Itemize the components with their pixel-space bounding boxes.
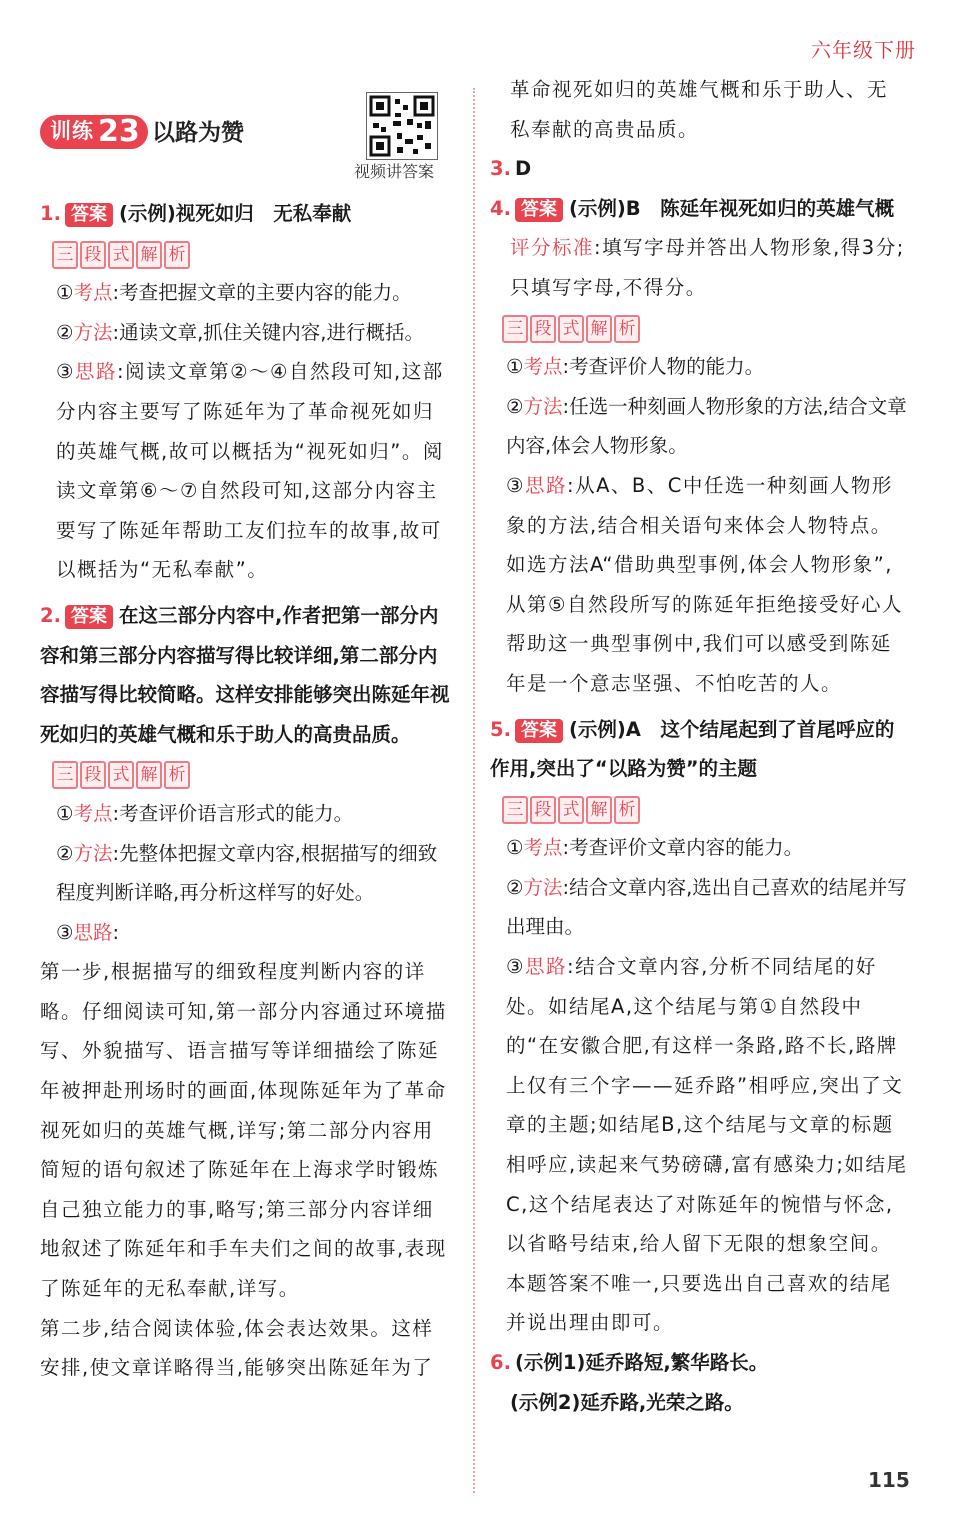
kaodian-label: 考点 (73, 281, 113, 305)
q2-answer (40, 596, 452, 754)
q1-number: 1. (40, 202, 61, 225)
lesson-badge (40, 115, 148, 149)
analysis-char: 解 (136, 761, 162, 789)
column-divider (473, 88, 475, 1493)
q4-answer-text: (示例)B 陈延年视死如归的英雄气概 (568, 196, 895, 220)
lesson-label: 训练 (50, 119, 94, 144)
kaodian-label: 考点 (73, 801, 113, 825)
q1-silu-text: 阅读文章第②～④自然段可知,这部分内容主要写了陈延年为了革命视死如归的英雄气概,故可以概括为“视死如归”。阅读文章第⑥～⑦自然段可知,这部分内容主要写了陈延年帮助工友们拉车的故事,故可以概括为“无私奉献”。 (56, 360, 444, 582)
answer-tag: 答案 (65, 605, 113, 629)
analysis-char: 解 (586, 796, 612, 824)
q2-fangfa-text: 先整体把握文章内容,根据描写的细致程度判断详略,再分析这样写的好处。 (56, 841, 438, 905)
q1-fangfa-text: 通读文章,抓住关键内容,进行概括。 (119, 320, 424, 344)
analysis-char: 三 (502, 315, 528, 343)
q1-answer-text: (示例)视死如归 无私奉献 (118, 202, 352, 225)
q2-step1: 第一步,根据描写的细致程度判断内容的详略。仔细阅读可知,第一部分内容通过环境描写、外貌描写、语言描写等详细描绘了陈延年被押赴刑场时的画面,体现陈延年为了革命视死如归的英雄气概,详写;第二部分内容用简短的语句叙述了陈延年在上海求学时锻炼自己独立能力的事,略写;第三部分内容详细地叙述了陈延年和手车夫们之间的故事,表现了陈延年的无私奉献,详写。 (40, 960, 447, 1301)
analysis-char: 式 (558, 315, 584, 343)
q2-step2: 第二步,结合阅读体验,体会表达效果。这样安排,使文章详略得当,能够突出陈延年为了 (40, 1316, 434, 1380)
analysis-tag (52, 241, 192, 269)
q5-answer-text: (示例)A 这个结尾起到了首尾呼应的作用,突出了“以路为赞”的主题 (490, 717, 895, 781)
analysis-char: 三 (502, 796, 528, 824)
analysis-char: 段 (530, 796, 556, 824)
qr-caption: 视频讲答案 (354, 162, 435, 181)
right-column (490, 70, 908, 1422)
q2-step2-continued: 革命视死如归的英雄气概和乐于助人、无私奉献的高贵品质。 (510, 78, 889, 141)
analysis-char: 式 (108, 241, 134, 269)
q5-silu-text: 结合文章内容,分析不同结尾的好处。如结尾A,这个结尾与第①自然段中的“在安徽合肥,有这样一条路,路不长,路牌上仅有三个字——延乔路”相呼应,突出了文章的主题;如结尾B,这个结尾与文章的标题相呼应,读起来气势磅礴,富有感染力;如结尾C,这个结尾表达了对陈延年的惋惜与怀念,以省略号结束,给人留下无限的想象空间。本题答案不唯一,只要选出自己喜欢的结尾并说出理由即可。 (506, 955, 908, 1335)
pingfen-label: 评分标准 (510, 236, 595, 260)
q2-kaodian-text: 考查评价语言形式的能力。 (119, 801, 354, 825)
analysis-char: 析 (614, 315, 640, 343)
q6-line1-text: (示例1)延乔路短,繁华路长。 (514, 1351, 769, 1374)
analysis-tag (52, 761, 192, 789)
lesson-number: 23 (98, 114, 140, 150)
silu-label: 思路 (524, 955, 567, 979)
q5-kaodian-text: 考查评价文章内容的能力。 (569, 836, 804, 860)
analysis-char: 段 (530, 315, 556, 343)
analysis-tag (502, 796, 642, 824)
q1-silu: ③思路:阅读文章第②～④自然段可知,这部分内容主要写了陈延年为了革命视死如归的英雄气概,故可以概括为“视死如归”。阅读文章第⑥～⑦自然段可知,这部分内容主要写了陈延年帮助工友们拉车的故事,故可以概括为“无私奉献”。 (56, 360, 444, 582)
analysis-char: 析 (614, 796, 640, 824)
silu-label: 思路 (73, 920, 113, 944)
left-column (40, 92, 452, 1388)
analysis-char: 析 (164, 761, 190, 789)
q1-kaodian: ①考点:考查把握文章的主要内容的能力。 (56, 281, 412, 305)
analysis-char: 式 (558, 796, 584, 824)
fangfa-label: 方法 (523, 875, 563, 899)
page-number: 115 (868, 1468, 910, 1492)
q5-fangfa-text: 结合文章内容,选出自己喜欢的结尾并写出理由。 (506, 875, 907, 939)
analysis-char: 段 (80, 241, 106, 269)
q2-fangfa: ②方法:先整体把握文章内容,根据描写的细致程度判断详略,再分析这样写的好处。 (56, 841, 438, 905)
analysis-char: 解 (136, 241, 162, 269)
kaodian-label: 考点 (523, 355, 563, 379)
q6-number: 6. (490, 1351, 511, 1374)
q4-pingfen-text: 填写字母并答出人物形象,得3分;只填写字母,不得分。 (510, 236, 905, 299)
q2-silu: ③思路: (56, 920, 120, 944)
analysis-char: 三 (52, 761, 78, 789)
q1-kaodian-text: 考查把握文章的主要内容的能力。 (119, 281, 412, 305)
q4-kaodian-text: 考查评价人物的能力。 (569, 355, 765, 379)
silu-label: 思路 (524, 473, 567, 497)
q5-kaodian: ①考点:考查评价文章内容的能力。 (506, 836, 804, 860)
q2-answer-text: 在这三部分内容中,作者把第一部分内容和第三部分内容描写得比较详细,第二部分内容描写得比较简略。这样安排能够突出陈延年视死如归的英雄气概和乐于助人的高贵品质。 (40, 603, 450, 746)
lesson-title: 以路为赞 (152, 120, 244, 146)
q4-pingfen: 评分标准:填写字母并答出人物形象,得3分;只填写字母,不得分。 (510, 236, 905, 299)
q2-number: 2. (40, 603, 61, 627)
q4-kaodian: ①考点:考查评价人物的能力。 (506, 355, 765, 379)
silu-label: 思路 (74, 360, 117, 384)
q1-answer (40, 194, 452, 234)
fangfa-label: 方法 (73, 320, 113, 344)
fangfa-label: 方法 (73, 841, 113, 865)
q4-answer (490, 189, 908, 229)
qr-code-icon[interactable] (366, 92, 438, 160)
q5-answer (490, 710, 908, 789)
q3-answer (490, 149, 908, 189)
q6-line1 (490, 1343, 908, 1383)
fangfa-label: 方法 (523, 394, 563, 418)
analysis-char: 解 (586, 315, 612, 343)
q3-number: 3. (490, 157, 511, 181)
q4-fangfa-text: 任选一种刻画人物形象的方法,结合文章内容,体会人物形象。 (506, 394, 907, 458)
q4-fangfa: ②方法:任选一种刻画人物形象的方法,结合文章内容,体会人物形象。 (506, 394, 907, 458)
analysis-char: 析 (164, 241, 190, 269)
answer-tag: 答案 (515, 719, 563, 743)
q6-line2: (示例2)延乔路,光荣之路。 (510, 1390, 744, 1414)
q2-kaodian: ①考点:考查评价语言形式的能力。 (56, 801, 354, 825)
q4-silu-text: 从A、B、C中任选一种刻画人物形象的方法,结合相关语句来体会人物特点。如选方法A“借助典型事例,体会人物形象”,从第⑤自然段所写的陈延年拒绝接受好心人帮助这一典型事例中,我们可以感受到陈延年是一个意志坚强、不怕吃苦的人。 (506, 473, 903, 695)
q4-number: 4. (490, 196, 511, 220)
analysis-char: 三 (52, 241, 78, 269)
q1-fangfa: ②方法:通读文章,抓住关键内容,进行概括。 (56, 320, 424, 344)
q5-number: 5. (490, 717, 511, 741)
grade-label: 六年级下册 (811, 38, 916, 62)
answer-tag: 答案 (65, 203, 113, 227)
lesson-header (40, 92, 452, 194)
analysis-char: 段 (80, 761, 106, 789)
kaodian-label: 考点 (523, 836, 563, 860)
analysis-char: 式 (108, 761, 134, 789)
q5-silu: ③思路:结合文章内容,分析不同结尾的好处。如结尾A,这个结尾与第①自然段中的“在安徽合肥,有这样一条路,路不长,路牌上仅有三个字——延乔路”相呼应,突出了文章的主题;如结尾B,这个结尾与文章的标题相呼应,读起来气势磅礴,富有感染力;如结尾C,这个结尾表达了对陈延年的惋惜与怀念,以省略号结束,给人留下无限的想象空间。本题答案不唯一,只要选出自己喜欢的结尾并说出理由即可。 (506, 955, 908, 1335)
answer-tag: 答案 (515, 198, 563, 222)
q3-answer-text: D (514, 157, 532, 181)
analysis-tag (502, 315, 642, 343)
q4-silu: ③思路:从A、B、C中任选一种刻画人物形象的方法,结合相关语句来体会人物特点。如选方法A“借助典型事例,体会人物形象”,从第⑤自然段所写的陈延年拒绝接受好心人帮助这一典型事例中,我们可以感受到陈延年是一个意志坚强、不怕吃苦的人。 (506, 473, 903, 695)
q5-fangfa: ②方法:结合文章内容,选出自己喜欢的结尾并写出理由。 (506, 875, 907, 939)
